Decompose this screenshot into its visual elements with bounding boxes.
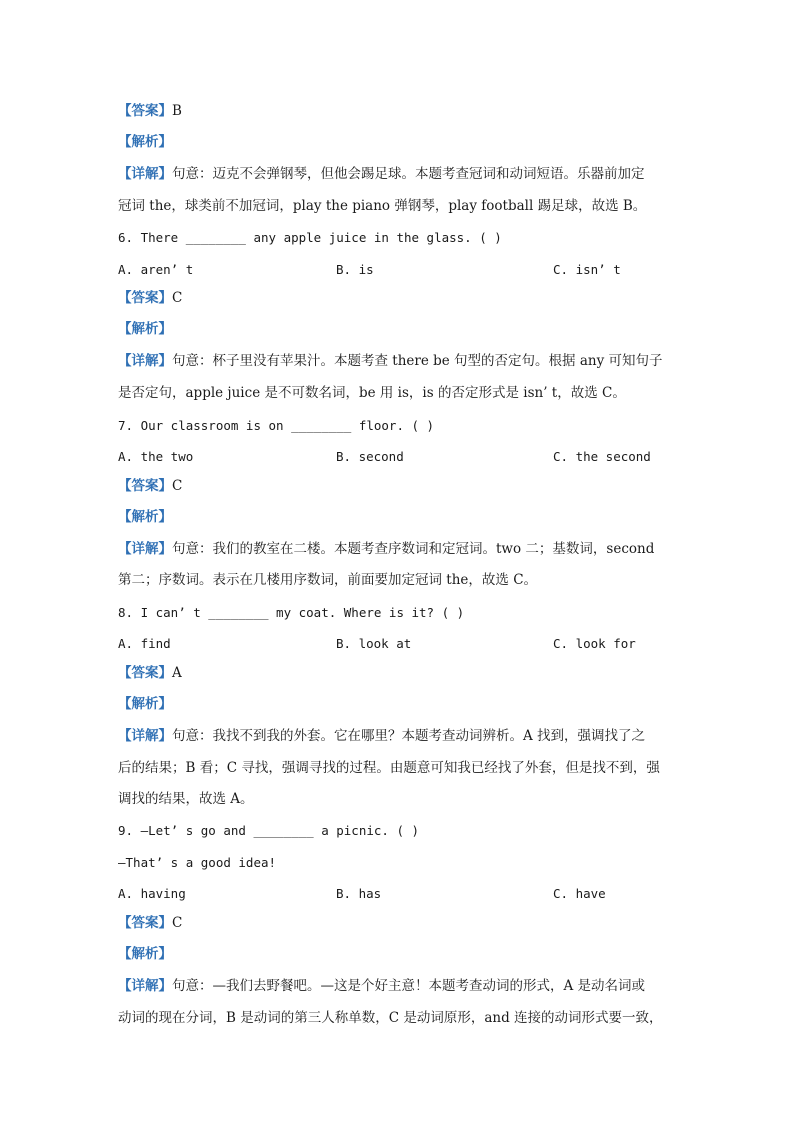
answer-label: 【答案】 bbox=[118, 665, 172, 681]
detail-text: 句意：我们的教室在二楼。本题考查序数词和定冠词。two 二；基数词，second bbox=[172, 541, 655, 557]
detail-label: 【详解】 bbox=[118, 353, 172, 369]
detail-text: 句意：—我们去野餐吧。—这是个好主意！本题考查动词的形式，A 是动名词或 bbox=[172, 978, 646, 994]
q6-stem: 6. There ________ any apple juice in the glass. ( ) bbox=[118, 230, 502, 245]
q7-stem: 7. Our classroom is on ________ floor. ( ) bbox=[118, 418, 435, 433]
q8-option-b: B. look at bbox=[336, 636, 412, 651]
q8-option-c: C. look for bbox=[553, 636, 636, 651]
detail-text: 句意：我找不到我的外套。它在哪里？本题考查动词辨析。A 找到，强调找了之 bbox=[172, 728, 646, 744]
q8-detail-cont: 后的结果；B 看；C 寻找，强调寻找的过程。由题意可知我已经找了外套，但是找不到，强 bbox=[118, 760, 660, 776]
q5-answer bbox=[118, 101, 182, 121]
q9-detail-cont: 动词的现在分词，B 是动词的第三人称单数，C 是动词原形，and 连接的动词形式要一致， bbox=[118, 1010, 663, 1026]
answer-value: C bbox=[172, 915, 183, 931]
q9-option-b: B. has bbox=[336, 886, 382, 901]
q7-option-a: A. the two bbox=[118, 449, 194, 464]
q9-answer bbox=[118, 913, 182, 933]
q8-analysis-label: 【解析】 bbox=[118, 696, 172, 712]
q6-option-c: C. isn’ t bbox=[553, 262, 621, 277]
q6-option-b: B. is bbox=[336, 262, 374, 277]
answer-value: A bbox=[172, 665, 182, 681]
q7-detail-cont: 第二；序数词。表示在几楼用序数词，前面要加定冠词 the，故选 C。 bbox=[118, 572, 538, 588]
q8-detail-cont2: 调找的结果，故选 A。 bbox=[118, 791, 254, 807]
answer-value: C bbox=[172, 290, 183, 306]
detail-text: 句意：迈克不会弹钢琴，但他会踢足球。本题考查冠词和动词短语。乐器前加定 bbox=[172, 166, 645, 182]
q8-option-a: A. find bbox=[118, 636, 171, 651]
q6-answer bbox=[118, 288, 182, 308]
q9-stem-reply: —That’ s a good idea! bbox=[118, 855, 277, 870]
answer-value: C bbox=[172, 478, 183, 494]
answer-label: 【答案】 bbox=[118, 478, 172, 494]
q9-option-c: C. have bbox=[553, 886, 606, 901]
q7-option-b: B. second bbox=[336, 449, 404, 464]
q7-answer bbox=[118, 476, 182, 496]
q6-analysis-label: 【解析】 bbox=[118, 321, 172, 337]
q6-detail bbox=[118, 351, 663, 371]
detail-label: 【详解】 bbox=[118, 541, 172, 557]
q9-option-a: A. having bbox=[118, 886, 186, 901]
answer-label: 【答案】 bbox=[118, 915, 172, 931]
q8-detail bbox=[118, 726, 645, 746]
q7-detail bbox=[118, 539, 654, 559]
q6-option-a: A. aren’ t bbox=[118, 262, 194, 277]
q5-detail bbox=[118, 164, 645, 184]
q8-stem: 8. I can’ t ________ my coat. Where is it? ( ) bbox=[118, 605, 465, 620]
detail-text: 句意：杯子里没有苹果汁。本题考查 there be 句型的否定句。根据 any 可知句子 bbox=[172, 353, 663, 369]
answer-label: 【答案】 bbox=[118, 103, 172, 119]
answer-value: B bbox=[172, 103, 182, 119]
detail-label: 【详解】 bbox=[118, 978, 172, 994]
q9-analysis-label: 【解析】 bbox=[118, 946, 172, 962]
q8-answer bbox=[118, 663, 182, 683]
q7-analysis-label: 【解析】 bbox=[118, 509, 172, 525]
q9-stem: 9. —Let’ s go and ________ a picnic. ( ) bbox=[118, 823, 420, 838]
q7-option-c: C. the second bbox=[553, 449, 651, 464]
q6-detail-cont: 是否定句，apple juice 是不可数名词，be 用 is，is 的否定形式是 isn’ t，故选 C。 bbox=[118, 385, 626, 401]
q5-detail-cont: 冠词 the，球类前不加冠词，play the piano 弹钢琴，play football 踢足球，故选 B。 bbox=[118, 198, 647, 214]
q9-detail bbox=[118, 976, 645, 996]
answer-label: 【答案】 bbox=[118, 290, 172, 306]
detail-label: 【详解】 bbox=[118, 166, 172, 182]
q5-analysis-label: 【解析】 bbox=[118, 134, 172, 150]
detail-label: 【详解】 bbox=[118, 728, 172, 744]
